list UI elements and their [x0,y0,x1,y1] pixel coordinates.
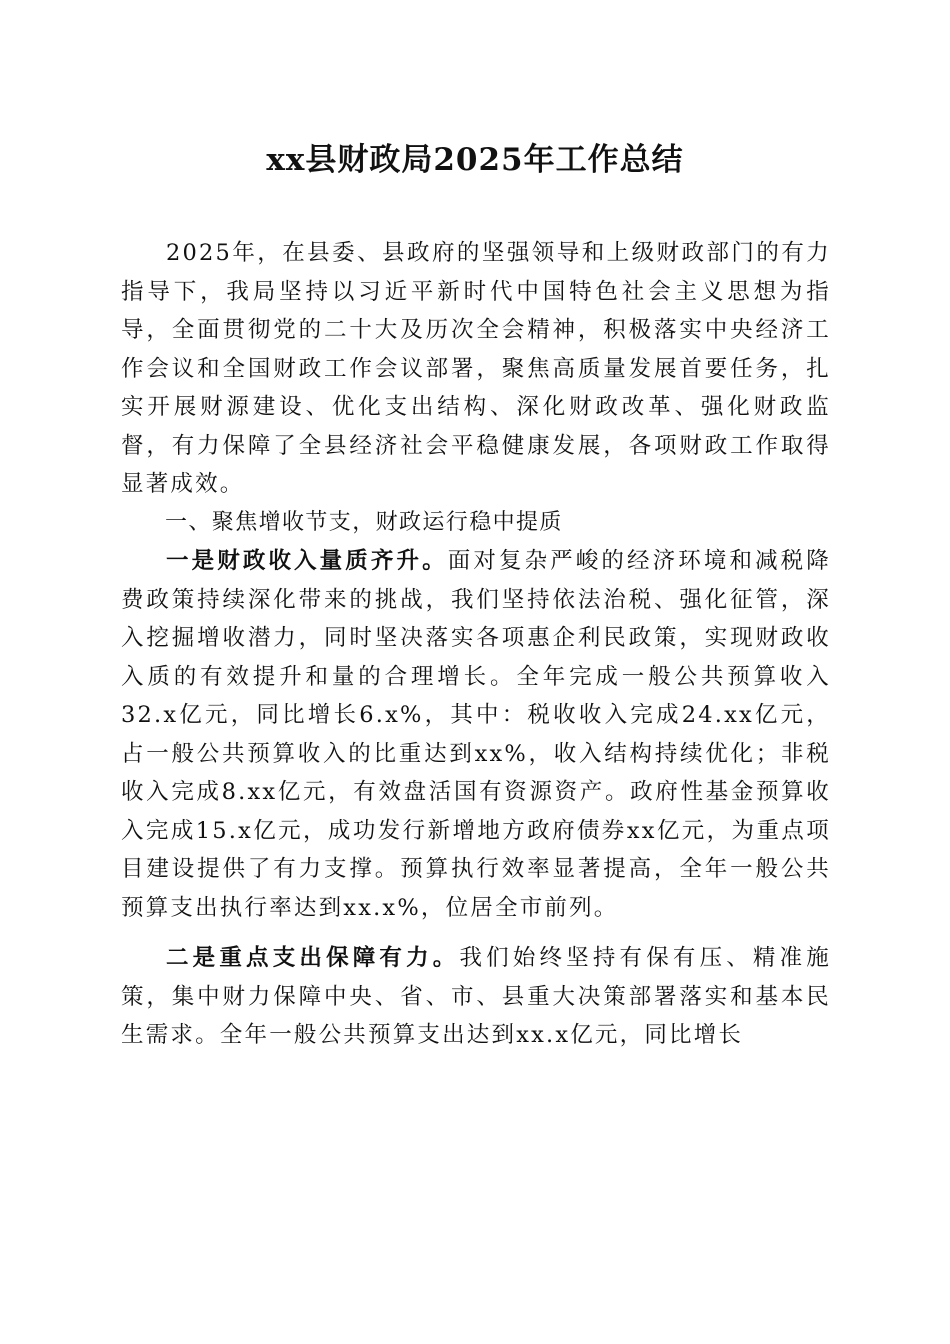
point-one-lead: 一是财政收入量质齐升。 [166,548,448,574]
point-one-paragraph [121,542,831,927]
intro-paragraph: 2025年，在县委、县政府的坚强领导和上级财政部门的有力指导下，我局坚持以习近平新时代中国特色社会主义思想为指导，全面贯彻党的二十大及历次全会精神，积极落实中央经济工作会议和全国财政工作会议部署，聚焦高质量发展首要任务，扎实开展财源建设、优化支出结构、深化财政改革、强化财政监督，有力保障了全县经济社会平稳健康发展，各项财政工作取得显著成效。 [121,240,831,497]
point-two-paragraph [121,939,831,1055]
point-two-text: 我们始终坚持有保有压、精准施策，集中财力保障中央、省、市、县重大决策部署落实和基本民生需求。全年一般公共预算支出达到xx.x亿元，同比增长 [121,945,831,1048]
section-heading: 一、聚焦增收节支，财政运行稳中提质 [165,509,563,535]
document-title: xx县财政局2025年工作总结 [266,142,684,178]
point-one-text: 面对复杂严峻的经济环境和减税降费政策持续深化带来的挑战，我们坚持依法治税、强化征管，深入挖掘增收潜力，同时坚决落实各项惠企利民政策，实现财政收入质的有效提升和量的合理增长。全年完成一般公共预算收入32.x亿元，同比增长6.x%，其中：税收收入完成24.xx亿元，占一般公共预算收入的比重达到xx%，收入结构持续优化；非税收入完成8.xx亿元，有效盘活国有资源资产。政府性基金预算收入完成15.x亿元，成功发行新增地方政府债券xx亿元，为重点项目建设提供了有力支撑。预算执行效率显著提高，全年一般公共预算支出执行率达到xx.x%，位居全市前列。 [121,548,831,921]
point-two-lead: 二是重点支出保障有力。 [166,945,460,971]
paragraph-gap [121,927,831,939]
document-body [121,234,831,1055]
